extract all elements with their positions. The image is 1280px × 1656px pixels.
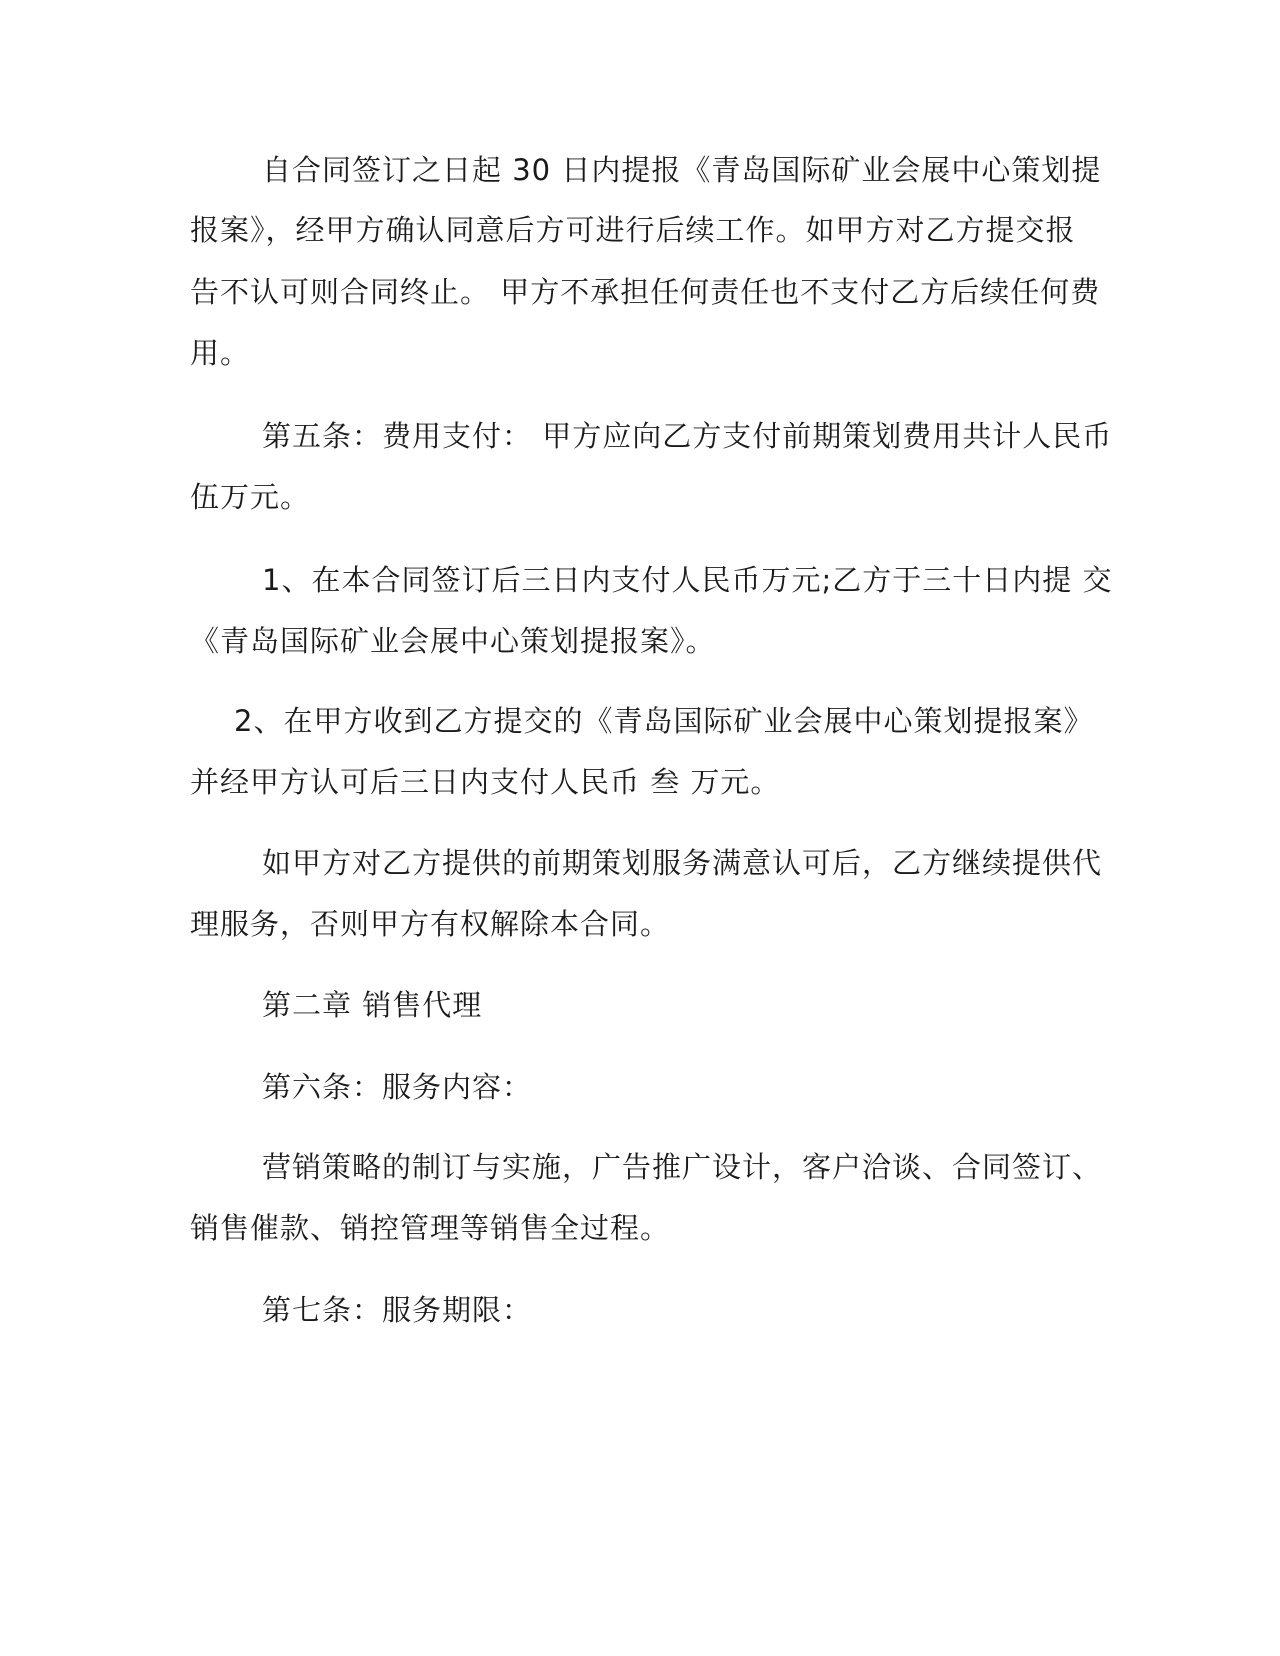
article-7-heading: 第七条：服务期限：	[262, 1293, 533, 1327]
article-6-heading: 第六条：服务内容：	[262, 1070, 533, 1104]
payment-item-2-line-2: 并经甲方认可后三日内支付人民币 叁 万元。	[190, 765, 781, 799]
paragraph-1-line-2: 报案》，经甲方确认同意后方可进行后续工作。如甲方对乙方提交报	[190, 213, 1076, 247]
paragraph-1-line-1: 自合同签订之日起 30 日内提报《青岛国际矿业会展中心策划提	[262, 153, 1102, 187]
article-5-line-2: 伍万元。	[190, 480, 311, 514]
paragraph-1-line-3: 告不认可则合同终止。 甲方不承担任何责任也不支付乙方后续任何费	[190, 275, 1101, 309]
service-content-line-2: 销售催款、销控管理等销售全过程。	[190, 1211, 671, 1245]
payment-item-2-line-1: 2、在甲方收到乙方提交的《青岛国际矿业会展中心策划提报案》	[234, 704, 1094, 738]
article-5-heading: 第五条：费用支付： 甲方应向乙方支付前期策划费用共计人民币	[262, 419, 1113, 453]
payment-item-1-line-2: 《青岛国际矿业会展中心策划提报案》。	[190, 624, 716, 658]
paragraph-1-line-4: 用。	[190, 336, 251, 370]
payment-item-1-line-1: 1、在本合同签订后三日内支付人民币万元;乙方于三十日内提 交	[262, 563, 1113, 597]
service-condition-line-2: 理服务，否则甲方有权解除本合同。	[190, 907, 671, 941]
chapter-2-heading: 第二章 销售代理	[262, 988, 483, 1022]
service-content-line-1: 营销策略的制订与实施，广告推广设计，客户洽谈、合同签订、	[262, 1150, 1103, 1184]
service-condition-line-1: 如甲方对乙方提供的前期策划服务满意认可后，乙方继续提供代	[262, 846, 1103, 880]
